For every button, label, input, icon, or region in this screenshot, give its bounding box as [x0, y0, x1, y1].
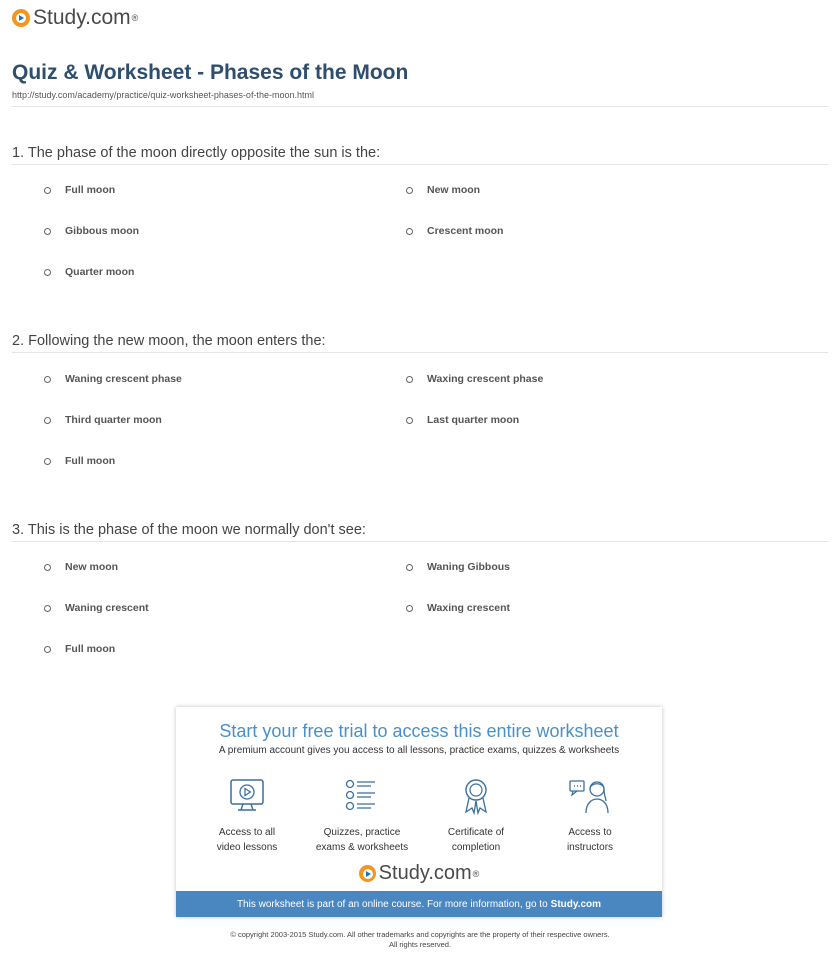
- feature-video-lessons: [192, 777, 302, 855]
- question-1-divider: [12, 164, 828, 165]
- feature-label: Certificate of completion: [447, 827, 505, 853]
- radio-button[interactable]: [44, 646, 51, 653]
- certificate-icon: [456, 777, 496, 815]
- radio-button[interactable]: [406, 376, 413, 383]
- promo-study-logo[interactable]: [176, 862, 662, 885]
- radio-button[interactable]: [406, 605, 413, 612]
- option-label: Waning Gibbous: [427, 561, 511, 573]
- option-label: New moon: [65, 561, 119, 573]
- answer-option[interactable]: [44, 184, 115, 196]
- radio-button[interactable]: [406, 417, 413, 424]
- promo-title[interactable]: Start your free trial to access this entire worksheet: [219, 721, 619, 741]
- promo-footer-text: This worksheet is part of an online course. For more information, go to: [236, 898, 548, 910]
- answer-option[interactable]: [44, 373, 182, 385]
- feature-instructors: [535, 777, 645, 855]
- study-logo-icon: [12, 9, 30, 27]
- promo-footer-bar: [176, 891, 662, 917]
- radio-button[interactable]: [44, 228, 51, 235]
- option-label: Quarter moon: [65, 266, 135, 278]
- question-3-divider: [12, 541, 828, 542]
- answer-option[interactable]: [406, 184, 480, 196]
- instructor-icon: [568, 777, 612, 815]
- question-2-divider: [12, 352, 828, 353]
- promo-footer-link[interactable]: Study.com: [550, 898, 602, 910]
- answer-option[interactable]: [44, 643, 115, 655]
- feature-certificate: [421, 777, 531, 855]
- radio-button[interactable]: [406, 187, 413, 194]
- copyright-notice: [0, 930, 840, 950]
- answer-option[interactable]: [406, 373, 543, 385]
- option-label: Waning crescent phase: [65, 373, 182, 385]
- feature-label: Quizzes, practice exams & worksheets: [315, 827, 409, 853]
- radio-button[interactable]: [44, 269, 51, 276]
- feature-quizzes: [307, 777, 417, 855]
- radio-button[interactable]: [406, 228, 413, 235]
- radio-button[interactable]: [44, 564, 51, 571]
- study-logo[interactable]: [12, 6, 138, 30]
- promo-subtitle: A premium account gives you access to all lessons, practice exams, quizzes & worksheets: [218, 745, 620, 756]
- option-label: Crescent moon: [427, 225, 504, 237]
- radio-button[interactable]: [44, 605, 51, 612]
- answer-option[interactable]: [44, 225, 139, 237]
- copyright-line: © copyright 2003-2015 Study.com. All other trademarks and copyrights are the property of their respective owners.: [230, 930, 610, 939]
- feature-label: Access to all video lessons: [216, 827, 278, 853]
- page-url[interactable]: http://study.com/academy/practice/quiz-worksheet-phases-of-the-moon.html: [12, 90, 314, 100]
- option-label: Waxing crescent: [427, 602, 511, 614]
- answer-option[interactable]: [406, 561, 510, 573]
- question-3: 3. This is the phase of the moon we normally don't see:: [12, 522, 366, 538]
- logo-text: Study.com: [33, 6, 131, 29]
- radio-button[interactable]: [44, 458, 51, 465]
- free-trial-promo: [176, 707, 662, 917]
- option-label: Full moon: [65, 643, 116, 655]
- option-label: New moon: [427, 184, 481, 196]
- copyright-line: All rights reserved.: [388, 940, 452, 949]
- radio-button[interactable]: [44, 376, 51, 383]
- option-label: Last quarter moon: [427, 414, 520, 426]
- answer-option[interactable]: [44, 414, 162, 426]
- quiz-list-icon: [342, 777, 382, 815]
- radio-button[interactable]: [44, 187, 51, 194]
- option-label: Full moon: [65, 455, 116, 467]
- page-title: Quiz & Worksheet - Phases of the Moon: [12, 61, 409, 84]
- promo-logo-text: Study.com: [378, 862, 472, 884]
- radio-button[interactable]: [44, 417, 51, 424]
- video-lesson-icon: [227, 777, 267, 815]
- logo-registered: ®: [131, 13, 139, 23]
- answer-option[interactable]: [44, 266, 134, 278]
- option-label: Waxing crescent phase: [427, 373, 544, 385]
- logo-registered: ®: [472, 868, 480, 879]
- answer-option[interactable]: [44, 455, 115, 467]
- header-divider: [12, 106, 828, 107]
- answer-option[interactable]: [406, 414, 519, 426]
- answer-option[interactable]: [44, 561, 118, 573]
- question-1: 1. The phase of the moon directly opposite the sun is the:: [12, 145, 381, 161]
- option-label: Waning crescent: [65, 602, 149, 614]
- answer-option[interactable]: [44, 602, 149, 614]
- answer-option[interactable]: [406, 602, 510, 614]
- option-label: Gibbous moon: [65, 225, 140, 237]
- option-label: Full moon: [65, 184, 116, 196]
- answer-option[interactable]: [406, 225, 503, 237]
- option-label: Third quarter moon: [65, 414, 162, 426]
- radio-button[interactable]: [406, 564, 413, 571]
- study-logo-icon: [359, 865, 376, 882]
- feature-label: Access to instructors: [566, 827, 614, 853]
- question-2: 2. Following the new moon, the moon enters the:: [12, 333, 326, 349]
